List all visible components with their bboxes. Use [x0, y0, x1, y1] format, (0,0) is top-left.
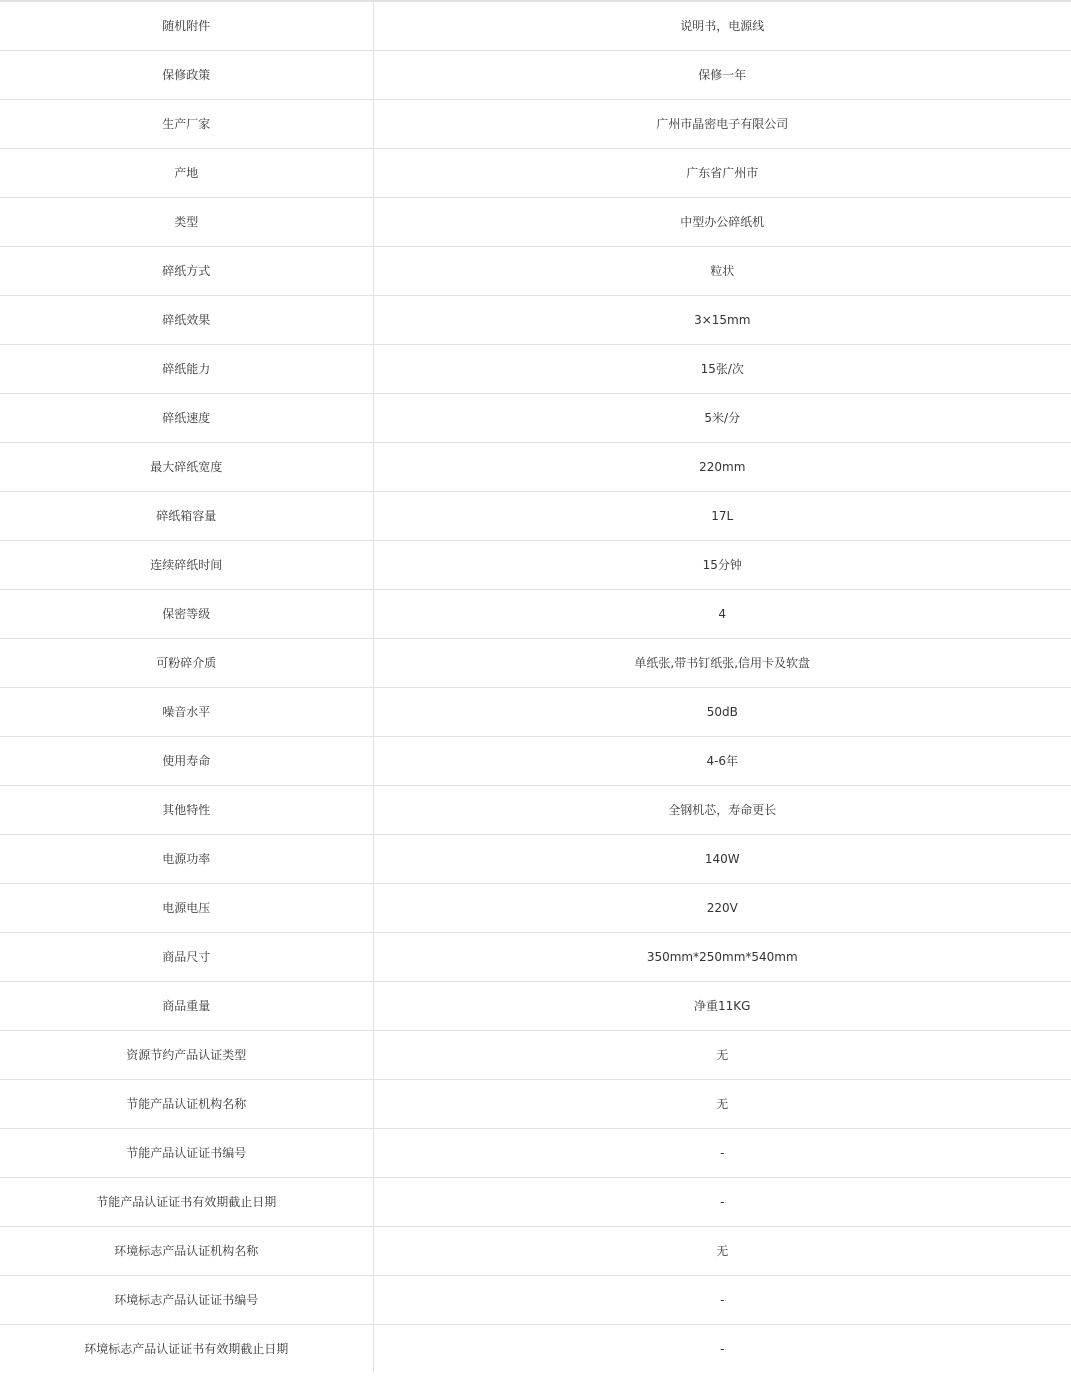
spec-value: -: [373, 1177, 1071, 1226]
spec-label: 电源电压: [0, 883, 373, 932]
table-row: [0, 1324, 1071, 1373]
spec-value: -: [373, 1128, 1071, 1177]
spec-value: 4-6年: [373, 736, 1071, 785]
spec-value: 无: [373, 1226, 1071, 1275]
table-row: [0, 540, 1071, 589]
spec-label: 连续碎纸时间: [0, 540, 373, 589]
spec-label: 其他特性: [0, 785, 373, 834]
spec-value: 净重11KG: [373, 981, 1071, 1030]
spec-value: 350mm*250mm*540mm: [373, 932, 1071, 981]
table-row: [0, 1079, 1071, 1128]
table-row: [0, 638, 1071, 687]
table-row: [0, 197, 1071, 246]
spec-label: 噪音水平: [0, 687, 373, 736]
spec-value: 15张/次: [373, 344, 1071, 393]
table-row: [0, 442, 1071, 491]
table-row: [0, 1, 1071, 50]
table-row: [0, 393, 1071, 442]
spec-value: 140W: [373, 834, 1071, 883]
spec-label: 类型: [0, 197, 373, 246]
table-row: [0, 148, 1071, 197]
spec-value: 单纸张,带书钉纸张,信用卡及软盘: [373, 638, 1071, 687]
spec-label: 环境标志产品认证机构名称: [0, 1226, 373, 1275]
spec-value: 220mm: [373, 442, 1071, 491]
spec-value: 4: [373, 589, 1071, 638]
spec-label: 生产厂家: [0, 99, 373, 148]
spec-table-body: [0, 1, 1071, 1373]
spec-label: 资源节约产品认证类型: [0, 1030, 373, 1079]
spec-label: 保密等级: [0, 589, 373, 638]
spec-value: 说明书，电源线: [373, 1, 1071, 50]
spec-value: 15分钟: [373, 540, 1071, 589]
spec-label: 最大碎纸宽度: [0, 442, 373, 491]
spec-value: 粒状: [373, 246, 1071, 295]
spec-label: 随机附件: [0, 1, 373, 50]
spec-label: 节能产品认证机构名称: [0, 1079, 373, 1128]
table-row: [0, 1275, 1071, 1324]
spec-value: 无: [373, 1079, 1071, 1128]
spec-label: 环境标志产品认证证书有效期截止日期: [0, 1324, 373, 1373]
spec-label: 碎纸箱容量: [0, 491, 373, 540]
spec-value: 17L: [373, 491, 1071, 540]
spec-value: -: [373, 1275, 1071, 1324]
spec-label: 节能产品认证证书编号: [0, 1128, 373, 1177]
spec-value: 无: [373, 1030, 1071, 1079]
spec-value: 50dB: [373, 687, 1071, 736]
table-row: [0, 883, 1071, 932]
table-row: [0, 1030, 1071, 1079]
spec-value: 保修一年: [373, 50, 1071, 99]
table-row: [0, 246, 1071, 295]
spec-label: 电源功率: [0, 834, 373, 883]
spec-value: 3×15mm: [373, 295, 1071, 344]
spec-label: 使用寿命: [0, 736, 373, 785]
table-row: [0, 687, 1071, 736]
spec-label: 可粉碎介质: [0, 638, 373, 687]
table-row: [0, 1226, 1071, 1275]
spec-value: 全钢机芯，寿命更长: [373, 785, 1071, 834]
table-row: [0, 834, 1071, 883]
spec-label: 保修政策: [0, 50, 373, 99]
spec-label: 环境标志产品认证证书编号: [0, 1275, 373, 1324]
spec-label: 碎纸方式: [0, 246, 373, 295]
spec-label: 商品尺寸: [0, 932, 373, 981]
table-row: [0, 785, 1071, 834]
table-row: [0, 932, 1071, 981]
spec-label: 产地: [0, 148, 373, 197]
spec-value: 中型办公碎纸机: [373, 197, 1071, 246]
spec-value: 广州市晶密电子有限公司: [373, 99, 1071, 148]
spec-label: 碎纸效果: [0, 295, 373, 344]
table-row: [0, 344, 1071, 393]
table-row: [0, 491, 1071, 540]
table-row: [0, 736, 1071, 785]
table-row: [0, 1128, 1071, 1177]
table-row: [0, 981, 1071, 1030]
spec-label: 商品重量: [0, 981, 373, 1030]
table-row: [0, 589, 1071, 638]
spec-label: 碎纸速度: [0, 393, 373, 442]
table-row: [0, 1177, 1071, 1226]
table-row: [0, 99, 1071, 148]
table-row: [0, 295, 1071, 344]
spec-value: -: [720, 1341, 725, 1356]
spec-value: 220V: [373, 883, 1071, 932]
table-row: [0, 50, 1071, 99]
spec-value: 广东省广州市: [373, 148, 1071, 197]
spec-label: 碎纸能力: [0, 344, 373, 393]
spec-value: 5米/分: [373, 393, 1071, 442]
spec-label: 节能产品认证证书有效期截止日期: [0, 1177, 373, 1226]
